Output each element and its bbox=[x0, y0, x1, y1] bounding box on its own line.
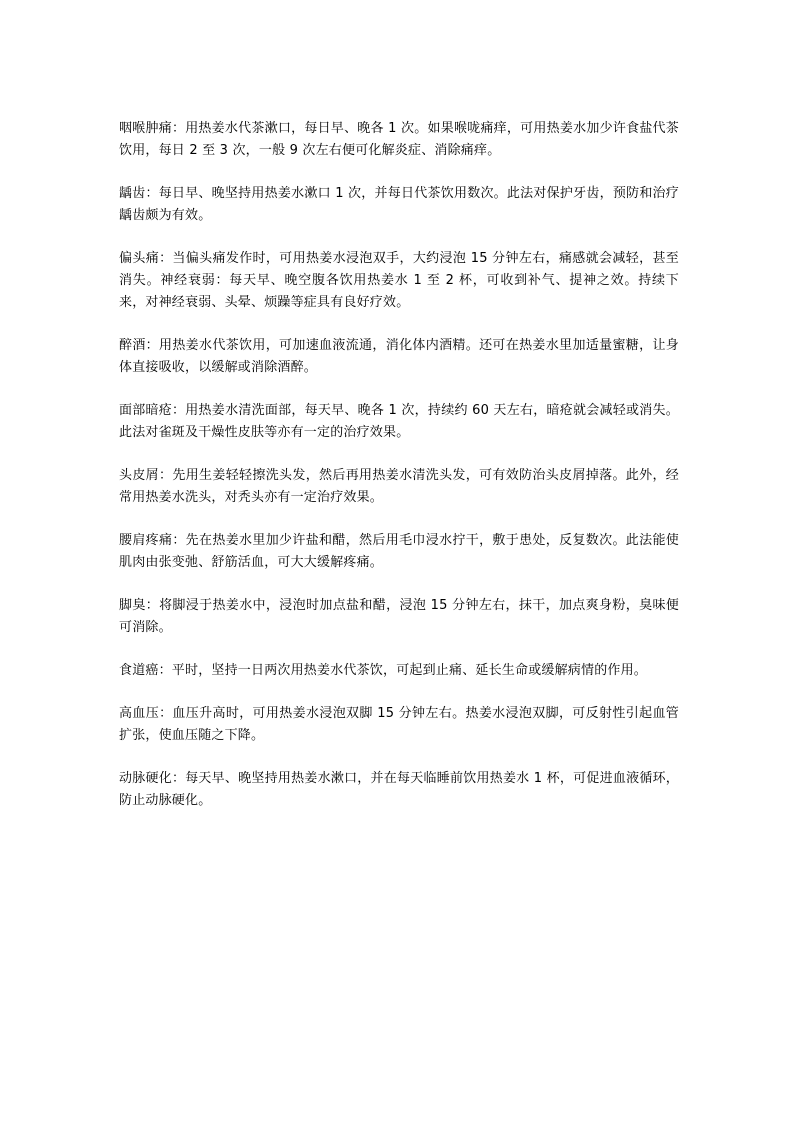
paragraph-arteriosclerosis: 动脉硬化：每天早、晚坚持用热姜水漱口，并在每天临睡前饮用热姜水 1 杯，可促进血液循环，防止动脉硬化。 bbox=[119, 771, 679, 808]
document-body bbox=[119, 118, 679, 833]
paragraph-acne: 面部暗疮：用热姜水清洗面部，每天早、晚各 1 次，持续约 60 天左右，暗疮就会减轻或消失。此法对雀斑及干燥性皮肤等亦有一定的治疗效果。 bbox=[119, 403, 679, 440]
paragraph-tooth-decay: 龋齿：每日早、晚坚持用热姜水漱口 1 次，并每日代茶饮用数次。此法对保护牙齿，预防和治疗龋齿颇为有效。 bbox=[119, 186, 679, 223]
paragraph-foot-odor: 脚臭：将脚浸于热姜水中，浸泡时加点盐和醋，浸泡 15 分钟左右，抹干，加点爽身粉，臭味便可消除。 bbox=[119, 598, 679, 635]
paragraph-esophageal-cancer: 食道癌：平时，坚持一日两次用热姜水代茶饮，可起到止痛、延长生命或缓解病情的作用。 bbox=[119, 663, 648, 678]
paragraph-hypertension: 高血压：血压升高时，可用热姜水浸泡双脚 15 分钟左右。热姜水浸泡双脚，可反射性引起血管扩张，使血压随之下降。 bbox=[119, 706, 679, 743]
paragraph-migraine: 偏头痛：当偏头痛发作时，可用热姜水浸泡双手，大约浸泡 15 分钟左右，痛感就会减轻，甚至消失。神经衰弱：每天早、晚空腹各饮用热姜水 1 至 2 杯，可收到补气、提神之效。持续下来，对神经衰弱、头晕、烦躁等症具有良好疗效。 bbox=[119, 251, 679, 310]
paragraph-hangover: 醉酒：用热姜水代茶饮用，可加速血液流通，消化体内酒精。还可在热姜水里加适量蜜糖，让身体直接吸收，以缓解或消除酒醉。 bbox=[119, 338, 679, 375]
paragraph-back-shoulder-pain: 腰肩疼痛：先在热姜水里加少许盐和醋，然后用毛巾浸水拧干，敷于患处，反复数次。此法能使肌肉由张变弛、舒筋活血，可大大缓解疼痛。 bbox=[119, 533, 679, 570]
paragraph-sore-throat: 咽喉肿痛：用热姜水代茶漱口，每日早、晚各 1 次。如果喉咙痛痒，可用热姜水加少许食盐代茶饮用，每日 2 至 3 次，一般 9 次左右便可化解炎症、消除痛痒。 bbox=[119, 121, 679, 158]
paragraph-dandruff: 头皮屑：先用生姜轻轻擦洗头发，然后再用热姜水清洗头发，可有效防治头皮屑掉落。此外，经常用热姜水洗头，对秃头亦有一定治疗效果。 bbox=[119, 468, 679, 505]
